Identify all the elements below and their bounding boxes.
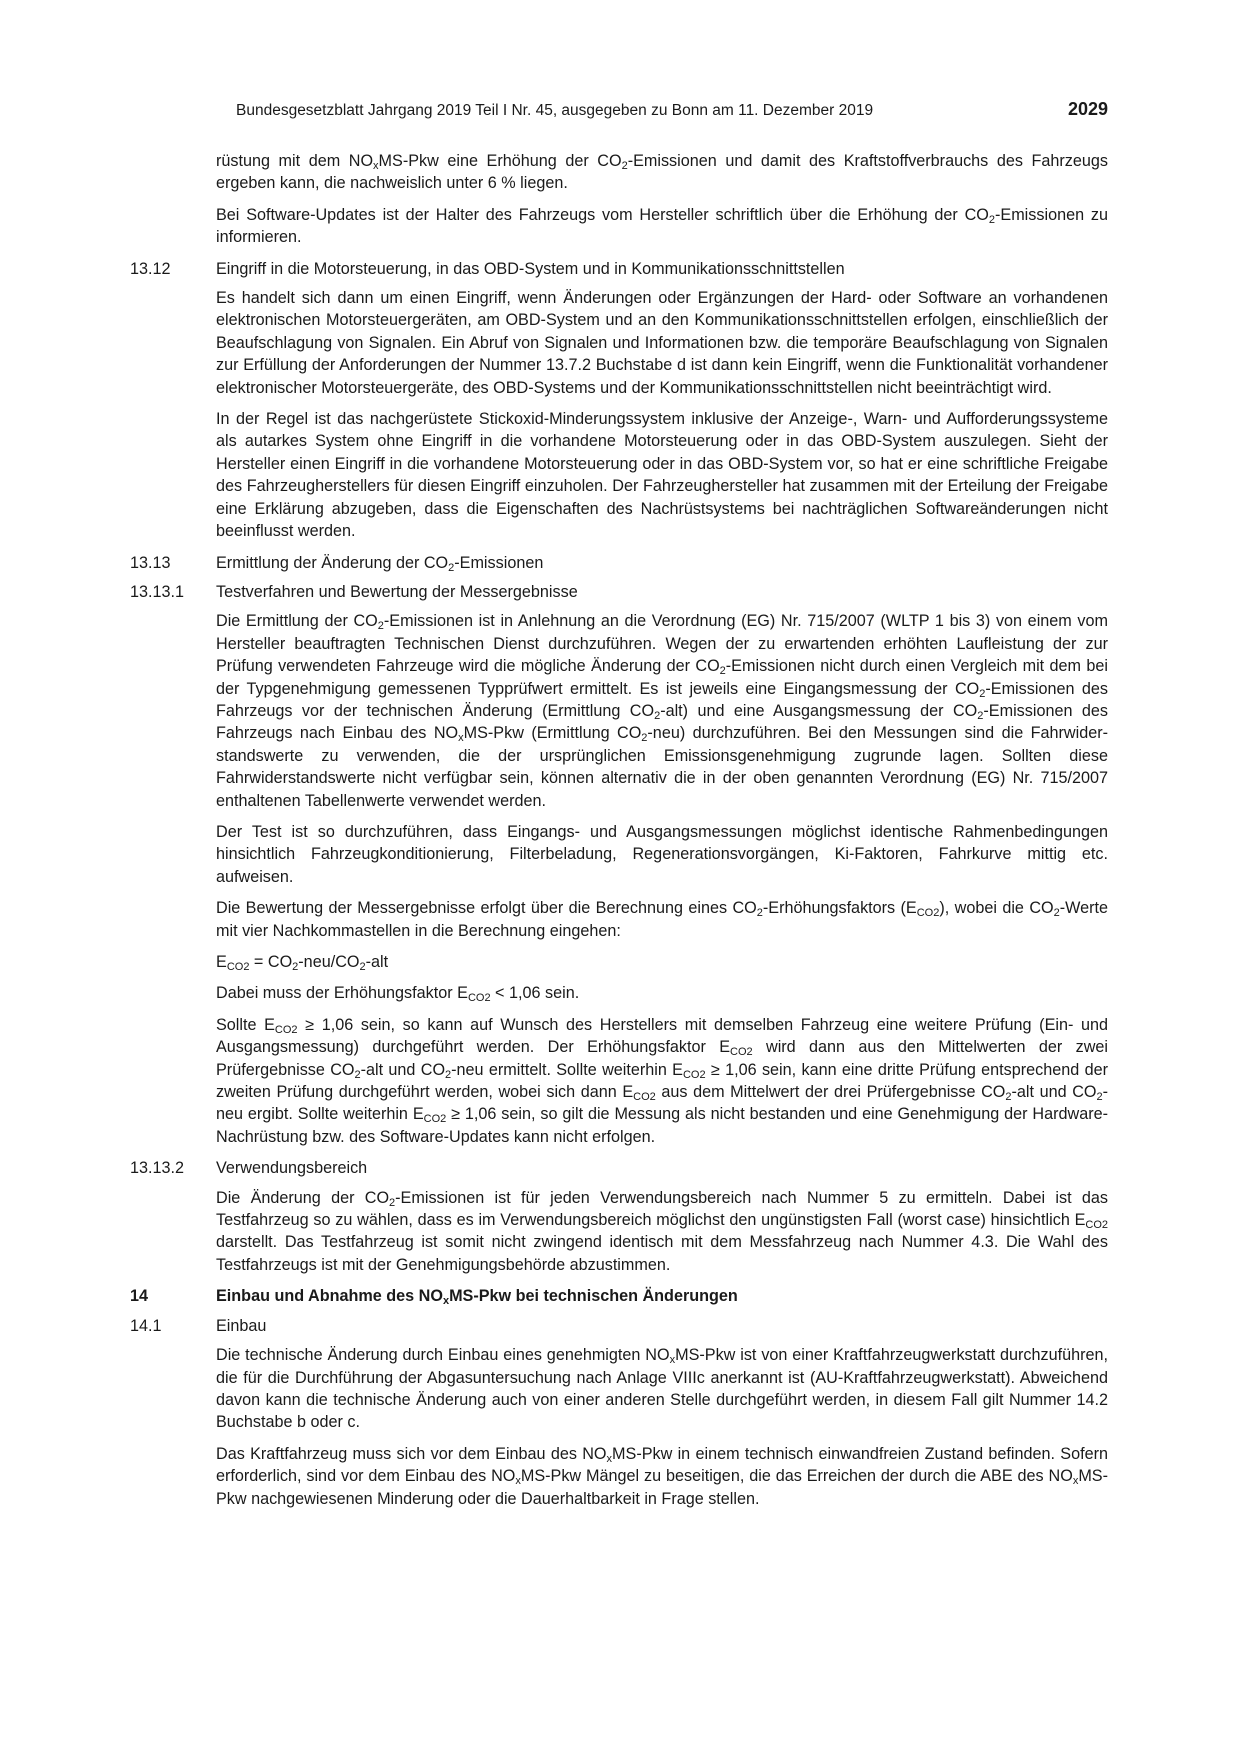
paragraph: Es handelt sich dann um einen Eingriff, wenn Änderungen oder Ergänzungen der Hard- oder Software an vorhandenen elektronischen Motorsteuergeräten, am OBD-System und an den Kommunikationsschnittstellen erfolgen, einschließlich der Beaufschlagung von Signalen. Ein Abruf von Signalen und Informationen bzw. die temporäre Beaufschlagung von Signalen zur Erfüllung der Anforderungen der Nummer 13.7.2 Buchstabe d ist dann kein Eingriff, wenn die Funktionalität vorhandener elektronischer Motorsteuergeräte, des OBD-Systems und der Kommunikationsschnittstellen nicht beeinträchtigt wird.	[216, 289, 1108, 397]
section-number: 13.13.2	[130, 1159, 185, 1178]
section-heading-13-13-1	[130, 581, 1108, 603]
section-title: Verwendungsbereich	[216, 1159, 368, 1178]
section-heading-13-13	[130, 552, 1108, 574]
paragraph: Die Ermittlung der $CO_2$-Emissionen ist in Anlehnung an die Verordnung (EG) Nr. 715/2007 (WLTP 1 bis 3) von einem vom Hersteller beauftragten Technischen Dienst durchzuführen. Wegen der zu erwartenden erhöhten Laufleistung der zur Prüfung verwendeten Fahrzeuge wird die mögliche Änderung der $CO_2$-Emissionen nicht durch einen Vergleich mit dem bei der Typgenehmigung gemessenen Typprüfwert ermittelt. Es ist jeweils eine Eingangsmessung der $CO_2$-Emissionen des Fahrzeugs vor der technischen Änderung (Ermittlung $CO_2-alt$) und eine Ausgangsmessung der $CO_2$-Emissionen des Fahrzeugs nach Einbau des $NO_xMS$-Pkw (Ermittlung $CO_2-neu$) durchzuführen. Bei den Messungen sind die Fahrwiderstandswerte zu verwenden, die der ursprünglichen Emissionsgenehmigung zugrunde lagen. Sollten diese Fahrwiderstandswerte nicht verfügbar sein, können alternativ die in der oben genannten Verordnung (EG) Nr. 715/2007 enthaltenen Tabellenwerte verwendet werden.	[216, 612, 1109, 810]
page-number: 2029	[1067, 99, 1108, 119]
page-body	[130, 150, 1108, 1519]
section-title: Eingriff in die Motorsteuerung, in das OBD-System und in Kommunikationsschnittstellen	[216, 259, 845, 278]
section-title: Einbau	[216, 1316, 267, 1335]
paragraph: Die technische Änderung durch Einbau eines genehmigten $NO_xMS$-Pkw ist von einer Kraftfahrzeugwerkstatt durchzuführen, die für die Durchführung der Abgasuntersuchung nach Anlage VIIIc anerkannt ist (AU-Kraftfahrzeugwerkstatt). Abweichend davon kann die technische Änderung auch von einer anderen Stelle durchgeführt werden, in diesem Fall gilt Nummer 14.2 Buchstabe b oder c.	[216, 1346, 1109, 1432]
page-header	[236, 100, 1108, 122]
paragraph: Sollte $E_{CO2} \ge 1,06$ sein, so kann auf Wunsch des Herstellers mit demselben Fahrzeug eine weitere Prüfung (Ein- und Ausgangsmessung) durchgeführt werden. Der Erhöhungsfaktor $E_{CO2}$ wird dann aus den Mittelwerten der zwei Prüfergebnisse $CO_2$-alt und $CO_2$-neu ermittelt. Sollte weiterhin $E_{CO2} \ge 1,06$ sein, kann eine dritte Prüfung entsprechend der zweiten Prüfung durchgeführt werden, wobei sich dann $E_{CO2}$ aus dem Mittelwert der drei Prüfergebnisse $CO_2$-alt und $CO_2$-neu ergibt. Sollte weiterhin $E_{CO2} \ge 1,06$ sein, so gilt die Messung als nicht bestanden und eine Genehmigung der Hardware-Nachrüstung bzw. des Software-Updates kann nicht erfolgen.	[216, 1015, 1108, 1146]
section-number: 14	[130, 1287, 149, 1306]
paragraph: Dabei muss der Erhöhungsfaktor $E_{CO2} < 1,06$ sein.	[216, 984, 580, 1005]
section-title: Ermittlung der Änderung der $CO_2$-Emissionen	[216, 553, 544, 574]
paragraph: In der Regel ist das nachgerüstete Stickoxid-Minderungssystem inklusive der Anzeige-, Warn- und Aufforderungssysteme als autarkes System ohne Eingriff in die vorhandene Motorsteuerung oder in das OBD-System auszulegen. Sieht der Hersteller einen Eingriff in die vorhandene Motorsteuerung oder in das OBD-System vor, so hat er eine schriftliche Freigabe des Fahrzeugherstellers für diesen Eingriff einzuholen. Der Fahrzeughersteller hat zusammen mit der Erteilung der Freigabe eine Erklärung abzugeben, dass die Eigenschaften des Nachrüstsystems bei nachträglichen Softwareänderungen nicht beeinflusst werden.	[216, 410, 1108, 541]
section-heading-13-13-2	[130, 1157, 1108, 1179]
running-title: Bundesgesetzblatt Jahrgang 2019 Teil I Nr. 45, ausgegeben zu Bonn am 11. Dezember 2019	[236, 102, 874, 119]
paragraph: Die Änderung der $CO_2$-Emissionen ist für jeden Verwendungsbereich nach Nummer 5 zu ermitteln. Dabei ist das Testfahrzeug so zu wählen, dass es im Verwendungsbereich möglichst den ungünstigsten Fall (worst case) hinsichtlich $E_{CO2}$ darstellt. Das Testfahrzeug ist somit nicht zwingend identisch mit dem Messfahrzeug nach Nummer 4.3. Die Wahl des Testfahrzeugs ist mit der Genehmigungsbehörde abzustimmen.	[216, 1188, 1108, 1274]
paragraph: rüstung mit dem $NO_xMS$-Pkw eine Erhöhung der $CO_2$-Emissionen und damit des Kraftstoffverbrauchs des Fahrzeugs ergeben kann, die nachweislich unter 6 % liegen.	[216, 152, 1108, 193]
paragraph: Das Kraftfahrzeug muss sich vor dem Einbau des $NO_xMS$-Pkw in einem technisch einwandfreien Zustand befinden. Sofern erforderlich, sind vor dem Einbau des $NO_xMS$-Pkw Mängel zu beseitigen, die das Erreichen der durch die ABE des $NO_xMS$-Pkw nachgewiesenen Minderung oder die Dauerhaltbarkeit in Frage stellen.	[216, 1444, 1108, 1508]
section-number: 13.12	[130, 259, 171, 278]
section-heading-13-12	[130, 258, 1108, 280]
section-heading-14	[130, 1285, 1108, 1307]
formula: $E_{CO2} = CO_2-neu/CO_2-alt$	[216, 953, 389, 974]
section-number: 13.13	[130, 553, 171, 572]
section-title: Einbau und Abnahme des $NO_xMS$-Pkw bei technischen Änderungen	[216, 1287, 738, 1308]
section-title: Testverfahren und Bewertung der Messergebnisse	[216, 582, 578, 601]
section-number: 13.13.1	[130, 582, 185, 601]
paragraph: Bei Software-Updates ist der Halter des Fahrzeugs vom Hersteller schriftlich über die Erhöhung der $CO_2$-Emissionen zu informieren.	[216, 205, 1108, 247]
section-heading-14-1	[130, 1315, 1108, 1337]
section-number: 14.1	[130, 1316, 162, 1335]
paragraph: Die Bewertung der Messergebnisse erfolgt über die Berechnung eines $CO_2$-Erhöhungsfaktors $(E_{CO2})$, wobei die $CO_2$-Werte mit vier Nachkommastellen in die Berechnung eingehen:	[216, 899, 1109, 940]
paragraph: Der Test ist so durchzuführen, dass Eingangs- und Ausgangsmessungen möglichst identische Rahmenbedingungen hinsichtlich Fahrzeugkonditionierung, Filterbeladung, Regenerationsvorgängen, Ki-Faktoren, Fahrkurve mittig etc. aufweisen.	[216, 822, 1108, 886]
